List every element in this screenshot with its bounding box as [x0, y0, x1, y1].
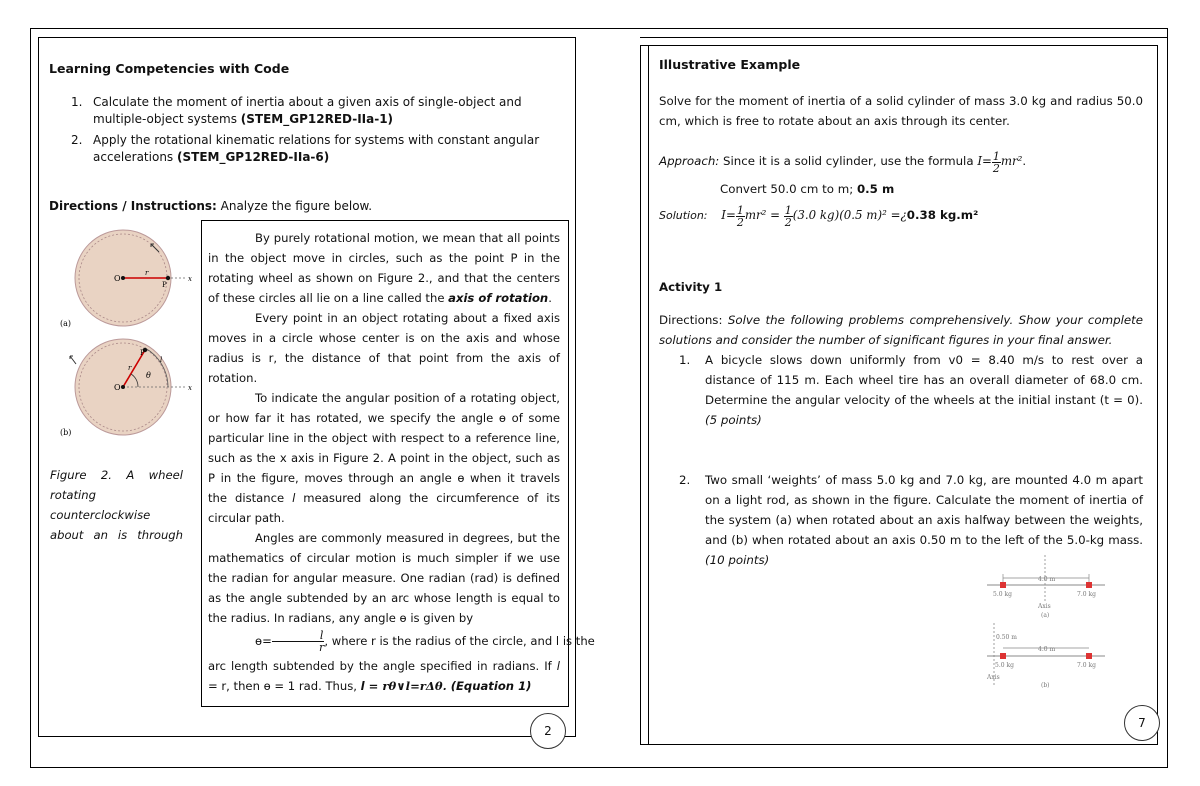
- approach-label: Approach:: [659, 154, 720, 168]
- convert-answer: 0.5 m: [856, 182, 895, 196]
- paragraph-3: [208, 388, 560, 528]
- mass-2-a: 7.0 kg: [1077, 591, 1096, 598]
- problem-list: [675, 350, 1143, 430]
- competency-text: Apply the rotational kinematic relations for systems with constant angular accelerations: [93, 133, 540, 164]
- equation-label: (Equation 1): [446, 679, 532, 693]
- equation-1: l = rθ∨l=rΔθ.: [360, 679, 447, 693]
- caption-line: rotating: [50, 488, 96, 502]
- directions-line: [49, 199, 372, 213]
- para3-l: l: [292, 491, 296, 505]
- dist-b1: 0.50 m: [996, 634, 1017, 641]
- competency-number: 1.: [71, 95, 83, 109]
- competency-code: (STEM_GP12RED-IIa-6): [177, 150, 330, 164]
- mass-1-b: 5.0 kg: [995, 662, 1014, 669]
- competency-text: Calculate the moment of inertia about a given axis of single-object and multiple-object systems: [93, 95, 522, 126]
- figure-caption: [50, 465, 183, 545]
- directions-heading: Directions / Instructions:: [49, 199, 217, 213]
- axis-a: Axis: [1038, 603, 1051, 610]
- caption-line: about an is through: [50, 528, 183, 542]
- label-theta: θ: [146, 371, 151, 380]
- problem-text: A bicycle slows down uniformly from v0 = 8.40 m/s to rest over a distance of 115 m. Each wheel tire has an overall diameter of 68.0 cm. Determine the angular velocity of the wheels at the initial instant (t = 0).: [705, 353, 1143, 407]
- example-problem: Solve for the moment of inertia of a solid cylinder of mass 3.0 kg and radius 50.0 cm, which is free to rotate about an axis through its center.: [659, 94, 1143, 128]
- right-top-rule: [640, 37, 1168, 38]
- label-x-b: x: [188, 384, 192, 392]
- approach-end: .: [1022, 154, 1027, 168]
- label-a-rod: (a): [1041, 612, 1050, 619]
- axis-b: Axis: [987, 674, 1000, 681]
- activity-directions-label: Directions:: [659, 313, 728, 327]
- problem-number: 2.: [679, 473, 691, 487]
- approach-formula: I= $\frac{1}{2}$ mr²: [977, 149, 1023, 175]
- label-l: l: [160, 356, 163, 364]
- dist-b2: 4.0 m: [1038, 646, 1056, 653]
- para1-end: .: [548, 291, 552, 305]
- caption-line: counterclockwise: [50, 508, 151, 522]
- problem-item: [675, 350, 1143, 430]
- page-number-left: 2: [530, 713, 566, 749]
- problem-points: (5 points): [705, 413, 762, 427]
- problem-text: Two small ‘weights’ of mass 5.0 kg and 7.0 kg, are mounted 4.0 m apart on a light rod, as shown in the figure. Calculate the moment of inertia of the system (a) when rotated about an axis halfway between the weights, and (b) when rotated about an axis 0.50 m to the left of the 5.0-kg mass.: [705, 473, 1143, 547]
- label-O-a: O: [114, 274, 121, 283]
- right-inner-rule: [648, 45, 649, 745]
- solution-label: Solution:: [659, 209, 708, 222]
- para3-text: To indicate the angular position of a rotating object, or how far it has rotated, we specify the angle ɵ of some particular line in the object with respect to a reference line, such as the x axis in Figure 2. A point in the object, such as P in the figure, moves through an angle ɵ when it travels the distance: [208, 391, 560, 505]
- para5-mid: = r, then ɵ = 1 rad. Thus,: [208, 679, 361, 693]
- formula-fraction: [272, 630, 325, 653]
- solution-answer: 0.38 kg.m²: [906, 208, 979, 222]
- label-r-b: r: [128, 364, 132, 372]
- approach-line: [659, 148, 1026, 174]
- wheel-b: [70, 339, 186, 435]
- axis-of-rotation-term: axis of rotation: [448, 291, 549, 305]
- solution-line: [659, 202, 978, 229]
- label-O-b: O: [114, 383, 121, 392]
- competencies-list: [63, 94, 563, 166]
- label-a: (a): [60, 319, 72, 328]
- activity-directions: [659, 310, 1143, 350]
- problem-number: 1.: [679, 353, 691, 367]
- convert-text: Convert 50.0 cm to m;: [720, 182, 857, 196]
- formula-num: l: [272, 630, 325, 642]
- convert-line: [720, 179, 894, 199]
- mass-1-a: 5.0 kg: [993, 591, 1012, 598]
- page-number-right: 7: [1124, 705, 1160, 741]
- bottom-rule: [30, 767, 1168, 768]
- formula-den: r: [318, 641, 325, 654]
- formula-lhs: ɵ=: [255, 634, 272, 648]
- solution-formula: I= $\frac{1}{2}$ mr² = $\frac{1}{2}$ (3.0 kg)(0.5 m)² =¿: [721, 203, 907, 229]
- label-r-a: r: [145, 269, 149, 277]
- approach-text: Since it is a solid cylinder, use the formula: [719, 154, 978, 168]
- dist-a: 4.0 m: [1038, 576, 1056, 583]
- competencies-heading: Learning Competencies with Code: [49, 61, 290, 76]
- paragraph-2: Every point in an object rotating about a fixed axis moves in a circle whose center is on the axis and whose radius is r, the distance of that point from the axis of rotation.: [208, 311, 560, 385]
- paragraph-1: [208, 228, 560, 308]
- activity-directions-text: Solve the following problems comprehensively. Show your complete solutions and consider the number of significant figures in your final answer.: [659, 313, 1143, 347]
- competency-item: [63, 94, 563, 128]
- para5-text: arc length subtended by the angle specified in radians. If: [208, 659, 557, 673]
- para1-text: By purely rotational motion, we mean that all points in the object move in circles, such as the point P in the rotating wheel as shown on Figure 2., and that the centers of these circles all lie on a line called the: [208, 231, 560, 305]
- mass-2-b: 7.0 kg: [1077, 662, 1096, 669]
- activity-heading: Activity 1: [659, 280, 723, 294]
- para5-l: l: [556, 659, 560, 673]
- label-P-b: P: [140, 349, 145, 357]
- wheel-figure: [48, 222, 198, 452]
- paragraph-5: [208, 656, 560, 696]
- formula-line: [208, 629, 595, 654]
- rod-figure: [985, 555, 1110, 695]
- label-P-a: P: [162, 281, 167, 289]
- paragraph-4: Angles are commonly measured in degrees, but the mathematics of circular motion is much simpler if we use the radian for angular measure. One radian (rad) is defined as the angle subtended by an arc whose length is equal to the radius. In radians, any angle ɵ is given by: [208, 531, 560, 625]
- label-b-rod: (b): [1041, 682, 1050, 689]
- para3-end: measured along the circumference of its circular path.: [208, 491, 560, 525]
- top-rule: [30, 28, 1168, 29]
- formula-tail: , where r is the radius of the circle, and l is the: [324, 634, 595, 648]
- explanation-text: [208, 228, 595, 696]
- label-x-a: x: [188, 275, 192, 283]
- problem-points: (10 points): [705, 553, 770, 567]
- competency-number: 2.: [71, 133, 83, 147]
- label-b: (b): [60, 428, 72, 437]
- competency-code: (STEM_GP12RED-IIa-1): [240, 112, 394, 126]
- competency-item: [63, 132, 563, 166]
- wheel-a: [75, 230, 186, 326]
- caption-line: Figure 2. A wheel: [50, 468, 183, 482]
- directions-text: Analyze the figure below.: [216, 199, 373, 213]
- example-heading: Illustrative Example: [659, 57, 801, 72]
